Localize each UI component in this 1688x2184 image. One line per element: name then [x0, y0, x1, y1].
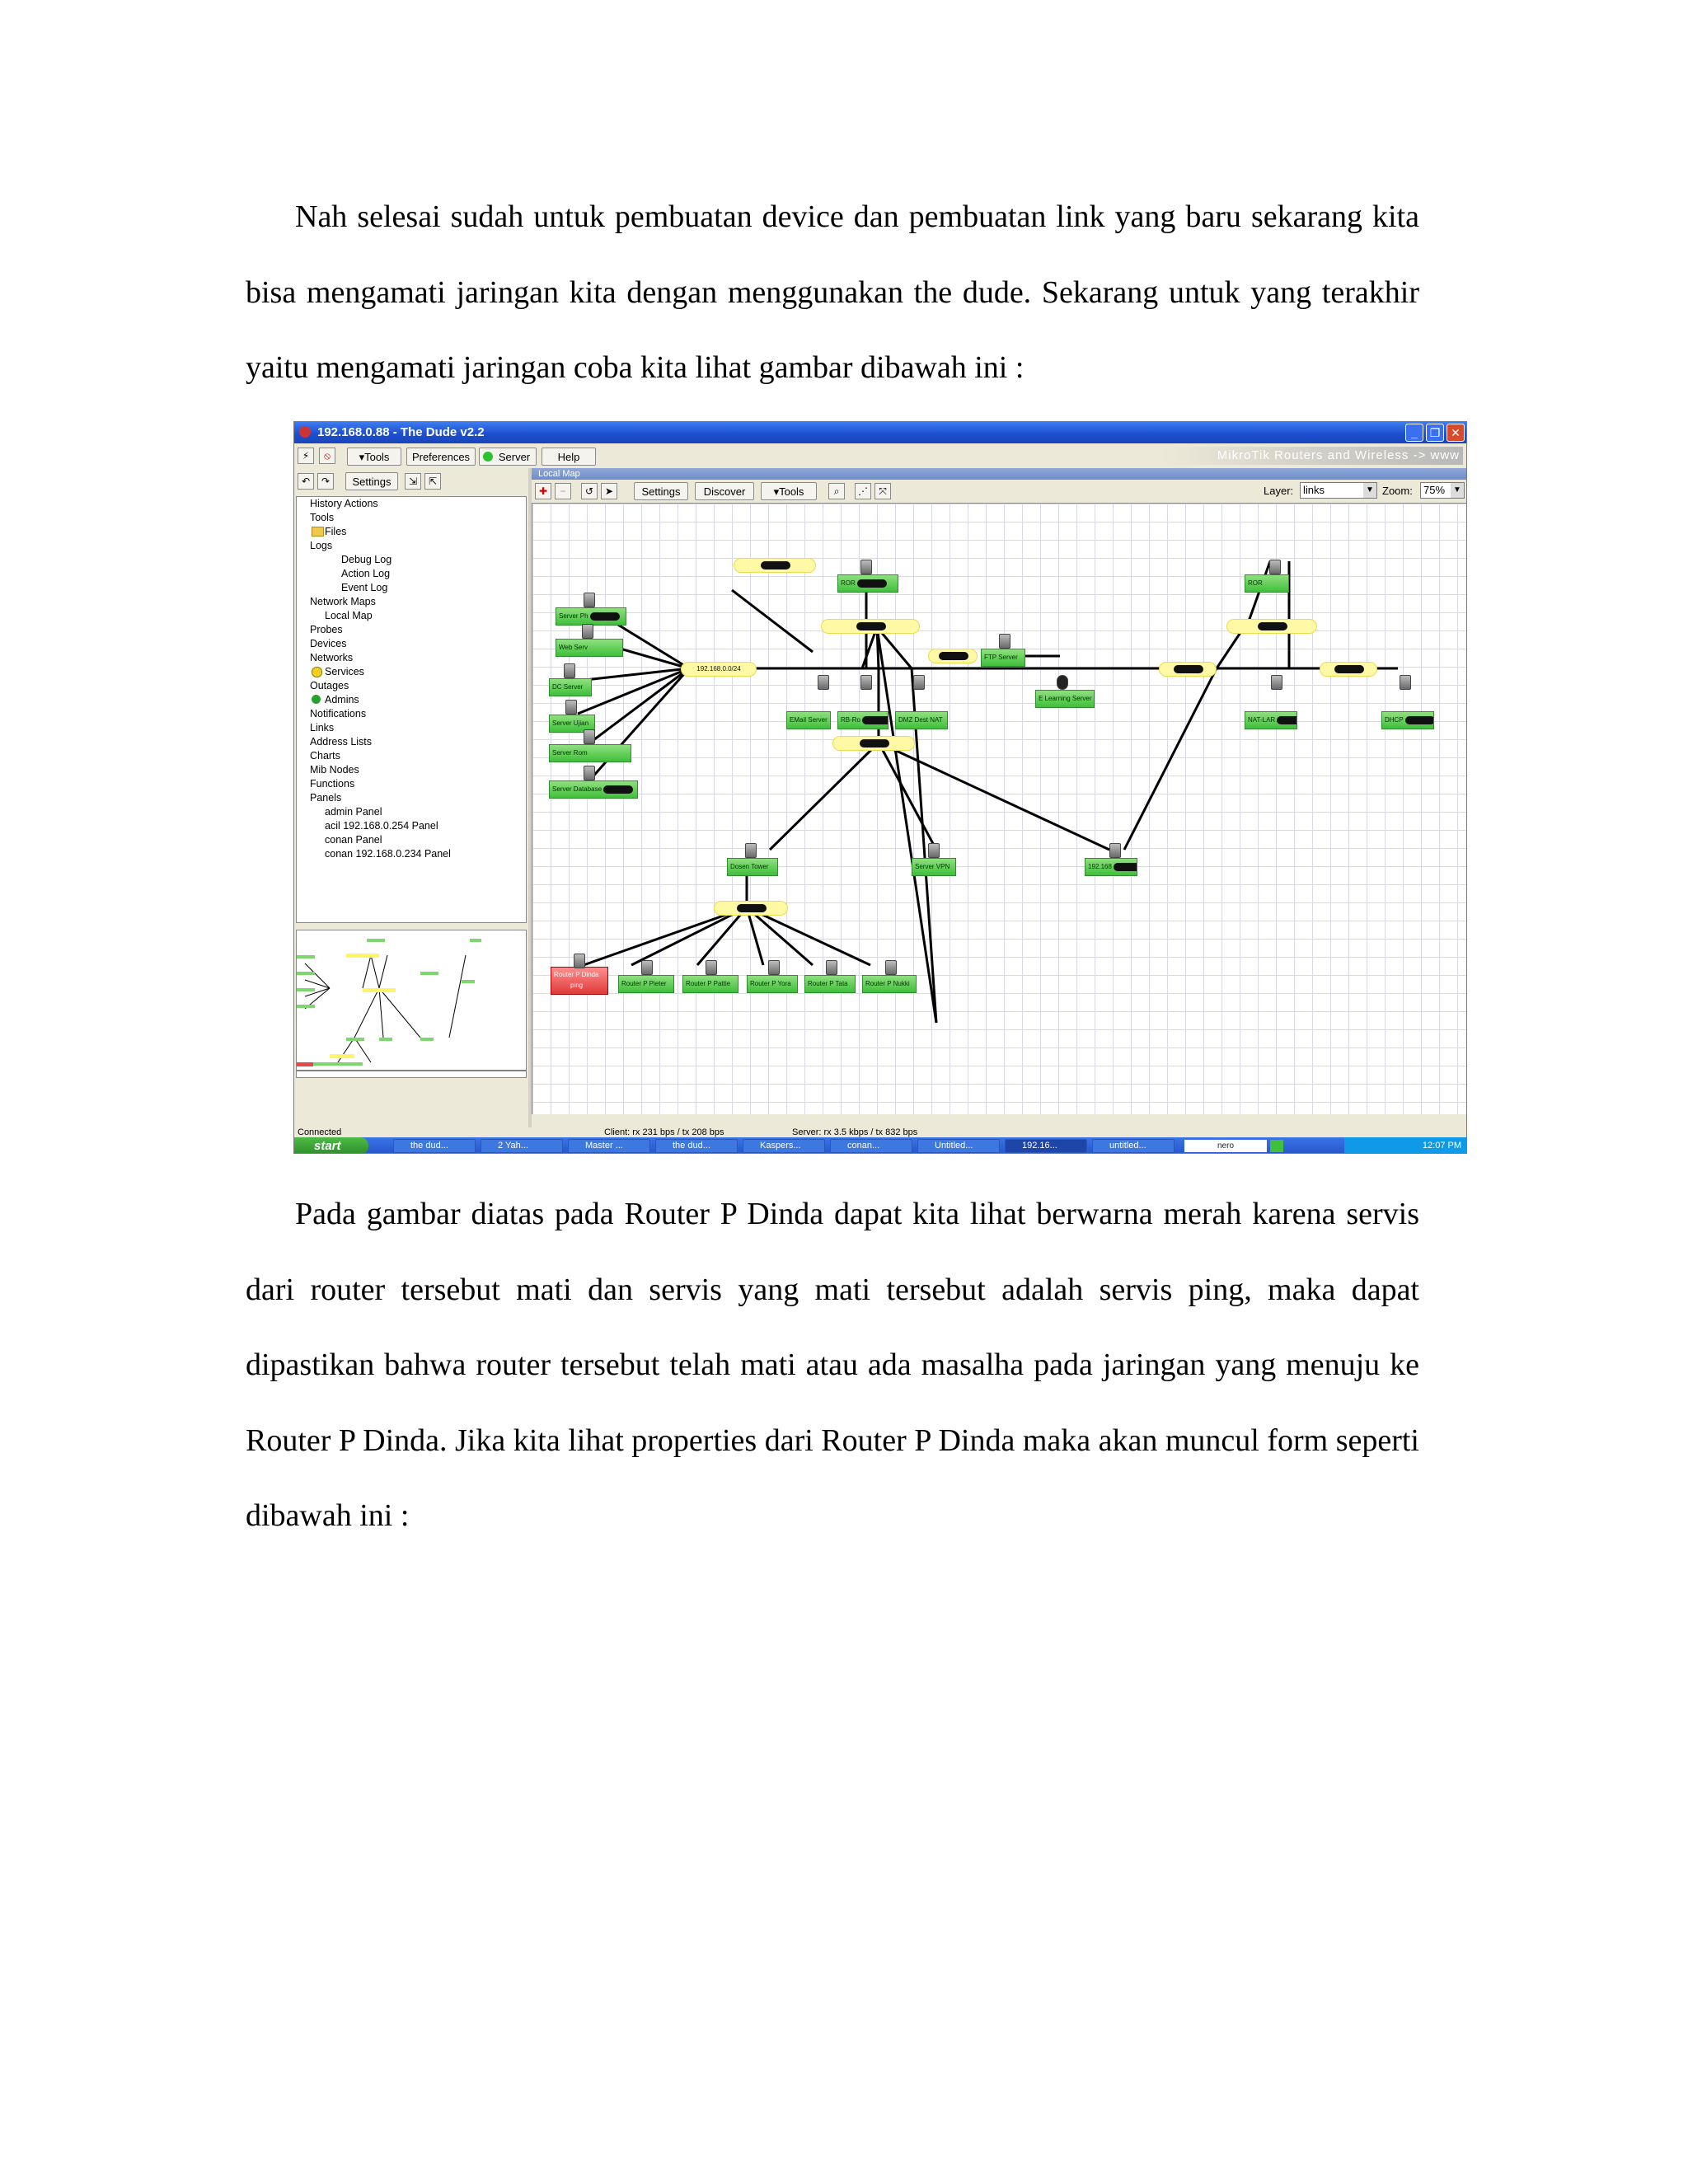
redaction-mark: [737, 904, 767, 912]
link-lines: [532, 504, 1466, 1114]
app-icon: [299, 426, 311, 438]
router-icon: [745, 843, 757, 858]
forward-icon[interactable]: ↷: [317, 473, 334, 490]
device-192-168[interactable]: [1085, 858, 1137, 876]
router-icon: [928, 843, 940, 858]
router-icon: [768, 960, 780, 975]
network-cloud[interactable]: [821, 619, 920, 634]
tree-item-conan-234-panel[interactable]: conan 192.168.0.234 Panel: [325, 848, 451, 860]
network-cloud[interactable]: [714, 901, 788, 916]
device-label: NAT-LAR: [1248, 716, 1276, 724]
server-button-label: Server: [498, 451, 531, 463]
preferences-button[interactable]: Preferences: [406, 448, 476, 466]
server-icon: [584, 729, 595, 744]
network-cloud-main[interactable]: [681, 662, 757, 677]
tree-item-local-map[interactable]: Local Map: [325, 610, 373, 621]
tree-item-admins[interactable]: Admins: [325, 694, 359, 705]
go-arrow-icon[interactable]: [1270, 1140, 1283, 1152]
paragraph-intro: Nah selesai sudah untuk pembuatan device dan pembuatan link yang baru sekarang kita bisa mengamati jaringan kita dengan menggunakan the dude. Sekarang untuk yang terakhir yaitu mengamati jaringan coba kita lihat gambar dibawah ini :: [246, 199, 1419, 385]
chevron-down-icon: ▼: [1451, 483, 1464, 498]
zoom-label: Zoom:: [1382, 485, 1413, 497]
device-router-p-pattie[interactable]: [682, 975, 738, 993]
redaction-mark: [1405, 716, 1434, 724]
fit-icon[interactable]: ⤧: [874, 483, 891, 499]
device-label: Server Ph: [559, 612, 588, 620]
tree-item-network-maps[interactable]: Network Maps: [310, 596, 376, 607]
network-cloud[interactable]: [832, 736, 915, 751]
window-titlebar: [294, 422, 1467, 443]
device-label: Server Database: [552, 785, 603, 793]
close-button[interactable]: ✕: [1447, 424, 1465, 442]
device-label: Server Rom: [552, 749, 588, 757]
network-cloud[interactable]: [1320, 662, 1377, 677]
device-label: Server Ujian: [552, 719, 589, 727]
redaction-mark: [603, 785, 633, 794]
server-traffic: Server: rx 3.5 kbps / tx 832 bps: [792, 1127, 918, 1137]
zoom-select-value: 75%: [1423, 484, 1446, 496]
device-router-p-nukki[interactable]: [862, 975, 917, 993]
device-rb-router[interactable]: [837, 711, 889, 729]
tree-item-functions[interactable]: Functions: [310, 778, 355, 790]
admin-icon: [312, 695, 321, 704]
router-icon: [860, 560, 872, 574]
device-label: 192.168: [1088, 863, 1112, 870]
back-icon[interactable]: ↶: [298, 473, 314, 490]
menu-bar: [294, 443, 1467, 468]
device-label: DHCP: [1385, 716, 1404, 724]
device-label: Web Serv: [559, 644, 588, 651]
redaction-mark: [761, 561, 790, 569]
network-cloud[interactable]: [1226, 619, 1317, 634]
start-button[interactable]: [294, 1137, 368, 1154]
undo-icon[interactable]: ↺: [581, 483, 598, 499]
redaction-mark: [860, 739, 889, 748]
server-icon: [564, 663, 575, 678]
router-icon: [885, 960, 897, 975]
device-label: Router P Pieter: [621, 980, 667, 987]
tree-item-action-log[interactable]: Action Log: [341, 568, 391, 579]
import-icon[interactable]: ⇱: [424, 473, 441, 490]
tree-item-event-log[interactable]: Event Log: [341, 582, 388, 593]
device-label: Server VPN: [915, 863, 950, 870]
taskbar-item[interactable]: the dud...: [393, 1139, 476, 1153]
redaction-mark: [939, 652, 968, 660]
tree-item-debug-log[interactable]: Debug Log: [341, 554, 392, 565]
nero-search-box[interactable]: [1184, 1140, 1267, 1152]
device-label: E Learning Server: [1039, 695, 1092, 702]
help-button[interactable]: Help: [542, 448, 596, 466]
connect-icon[interactable]: ⚡: [298, 448, 314, 464]
settings-button[interactable]: Settings: [345, 472, 398, 490]
network-map-canvas[interactable]: [532, 503, 1466, 1114]
device-email-server[interactable]: [786, 711, 831, 729]
router-icon: [860, 675, 872, 690]
taskbar-item[interactable]: Kaspers...: [743, 1139, 825, 1153]
device-router-p-yora[interactable]: [747, 975, 798, 993]
minimize-button[interactable]: _: [1405, 424, 1423, 442]
device-label: ROR: [841, 579, 856, 587]
taskbar-item[interactable]: Master ...: [568, 1139, 650, 1153]
server-status-icon: [483, 452, 493, 462]
device-server-vpn[interactable]: [912, 858, 956, 876]
minimap[interactable]: [296, 930, 527, 1078]
status-bar: [294, 1127, 1467, 1137]
redaction-mark: [862, 716, 889, 724]
zoom-select[interactable]: [1420, 482, 1465, 499]
remove-icon[interactable]: −: [555, 483, 571, 499]
router-icon: [1109, 843, 1121, 858]
device-dhcp[interactable]: [1381, 711, 1434, 729]
device-label: DMZ Dest NAT: [898, 716, 943, 724]
device-ftp-server[interactable]: [981, 649, 1025, 667]
redaction-mark: [1174, 665, 1203, 673]
layer-label: Layer:: [1264, 485, 1294, 497]
device-router-p-dinda[interactable]: [551, 967, 608, 995]
left-pane: [294, 468, 528, 1127]
device-label: RB-Ro: [841, 716, 861, 724]
device-label: Router P Pattie: [686, 980, 731, 987]
server-icon: [999, 634, 1010, 649]
system-tray: [1344, 1137, 1467, 1154]
device-dc-server[interactable]: [549, 678, 592, 696]
connection-status: Connected: [298, 1127, 342, 1137]
tree-item-notifications[interactable]: Notifications: [310, 708, 367, 719]
layer-select[interactable]: [1300, 482, 1377, 499]
tree-item-tools[interactable]: Tools: [310, 512, 335, 523]
server-icon: [818, 675, 829, 690]
disconnect-icon[interactable]: ⦸: [319, 448, 335, 464]
tree-item-links[interactable]: Links: [310, 722, 335, 733]
router-icon: [574, 954, 585, 968]
tree-item-panels[interactable]: Panels: [310, 792, 342, 804]
map-tools-menu[interactable]: ▾Tools: [761, 482, 817, 500]
map-settings-button[interactable]: Settings: [634, 482, 688, 500]
layout-icon[interactable]: ⋰: [855, 483, 871, 499]
redaction-mark: [1258, 622, 1287, 630]
device-status-label: ping: [570, 982, 584, 989]
map-pane: [532, 468, 1466, 1127]
windows-taskbar: [294, 1137, 1467, 1154]
device-label: Router P Nukki: [865, 980, 910, 987]
tree-item-devices[interactable]: Devices: [310, 638, 347, 649]
router-icon: [1271, 675, 1282, 690]
device-label: ROR: [1248, 579, 1263, 587]
device-dmz-nat[interactable]: [895, 711, 948, 729]
router-icon: [706, 960, 717, 975]
device-router-p-tata[interactable]: [804, 975, 856, 993]
add-icon[interactable]: ✚: [535, 483, 551, 499]
redaction-mark: [857, 579, 887, 588]
client-traffic: Client: rx 231 bps / tx 208 bps: [604, 1127, 724, 1137]
device-server-database[interactable]: [549, 780, 638, 799]
pointer-icon[interactable]: ➤: [601, 483, 617, 499]
export-icon[interactable]: ⇲: [405, 473, 421, 490]
device-label: Router P Tata: [808, 980, 848, 987]
window-title: 192.168.0.88 - The Dude v2.2: [317, 425, 485, 439]
tree-item-history-actions[interactable]: History Actions: [310, 498, 378, 509]
tree-item-mib-nodes[interactable]: Mib Nodes: [310, 764, 359, 776]
tools-menu[interactable]: ▾Tools: [347, 448, 401, 466]
services-icon: [312, 667, 322, 677]
device-ror-top[interactable]: [837, 574, 898, 593]
tree-item-charts[interactable]: Charts: [310, 750, 340, 762]
folder-icon: [312, 527, 324, 537]
taskbar-item[interactable]: the dud...: [655, 1139, 738, 1153]
network-cloud[interactable]: [734, 558, 816, 573]
taskbar-item[interactable]: untitled...: [1092, 1139, 1175, 1153]
paragraph-explanation: Pada gambar diatas pada Router P Dinda dapat kita lihat berwarna merah karena servis dari router tersebut mati dan servis yang mati tersebut adalah servis ping, maka dapat dipastikan bahwa router tersebut telah mati atau ada masalha pada jaringan yang menuju ke Router P Dinda. Jika kita lihat properties dari Router P Dinda maka akan muncul form seperti dibawah ini :: [246, 1197, 1419, 1533]
tree-item-address-lists[interactable]: Address Lists: [310, 736, 373, 748]
network-cloud[interactable]: [1159, 662, 1217, 677]
globe-icon: [1057, 675, 1068, 690]
server-icon: [565, 700, 577, 715]
network-label: 192.168.0.0/24: [696, 665, 741, 673]
router-icon: [641, 960, 653, 975]
taskbar-item-active[interactable]: 192.16...: [1005, 1139, 1087, 1153]
minimap-drawing: [297, 930, 526, 1077]
router-icon: [1269, 560, 1281, 574]
server-button[interactable]: [479, 448, 537, 466]
device-nat[interactable]: [1245, 711, 1297, 729]
map-toolbar: [532, 480, 1466, 503]
discover-button[interactable]: Discover: [695, 482, 754, 500]
tree-item-conan-panel[interactable]: conan Panel: [325, 834, 382, 846]
tree-item-acil-panel[interactable]: acil 192.168.0.254 Panel: [325, 820, 438, 832]
redaction-mark: [1114, 863, 1137, 871]
device-elearning-server[interactable]: [1035, 690, 1095, 708]
device-server-rom[interactable]: [549, 744, 631, 762]
device-label: EMail Server: [790, 716, 828, 724]
nero-brand: nero: [1217, 1141, 1234, 1151]
router-icon: [826, 960, 837, 975]
tree-item-networks[interactable]: Networks: [310, 652, 354, 663]
device-server-ph[interactable]: [556, 607, 626, 626]
device-label: DC Server: [552, 683, 584, 691]
tree-item-services[interactable]: Services: [325, 666, 364, 677]
server-icon: [582, 624, 593, 639]
device-label: Router P Yora: [750, 980, 791, 987]
taskbar-item[interactable]: 2 Yah...: [481, 1139, 563, 1153]
redaction-mark: [1334, 665, 1364, 673]
server-icon: [913, 675, 925, 690]
device-ror-right[interactable]: [1245, 574, 1289, 593]
network-cloud[interactable]: [928, 649, 978, 663]
taskbar-item[interactable]: conan...: [830, 1139, 912, 1153]
device-label: Router P Dinda: [554, 971, 599, 978]
server-icon: [1400, 675, 1411, 690]
chevron-down-icon: ▼: [1363, 483, 1376, 498]
server-icon: [584, 766, 595, 780]
device-web-server[interactable]: [556, 639, 623, 657]
navigation-tree: [296, 496, 527, 923]
tree-item-admin-panel[interactable]: admin Panel: [325, 806, 382, 818]
dude-screenshot: [293, 421, 1467, 1154]
binoculars-icon[interactable]: ⌕: [828, 483, 845, 499]
device-label: Dosen Tower: [730, 863, 769, 870]
maximize-button[interactable]: ❐: [1426, 424, 1444, 442]
device-label: FTP Server: [984, 654, 1018, 661]
redaction-mark: [590, 612, 620, 621]
tree-item-probes[interactable]: Probes: [310, 624, 343, 635]
map-title-bar: Local Map: [532, 468, 1466, 480]
tree-item-files[interactable]: Files: [325, 526, 347, 537]
redaction-mark: [1277, 716, 1297, 724]
redaction-mark: [856, 622, 886, 630]
clock: 12:07 PM: [1422, 1141, 1461, 1151]
device-dosen-tower[interactable]: [727, 858, 778, 876]
start-label: start: [314, 1139, 341, 1153]
device-router-p-pieter[interactable]: [618, 975, 674, 993]
layer-select-value: links: [1303, 484, 1325, 496]
taskbar-item[interactable]: Untitled...: [917, 1139, 1000, 1153]
server-icon: [584, 593, 595, 607]
mikrotik-brand: MikroTik Routers and Wireless -> www: [1163, 447, 1463, 465]
tree-item-outages[interactable]: Outages: [310, 680, 349, 691]
tree-item-logs[interactable]: Logs: [310, 540, 333, 551]
